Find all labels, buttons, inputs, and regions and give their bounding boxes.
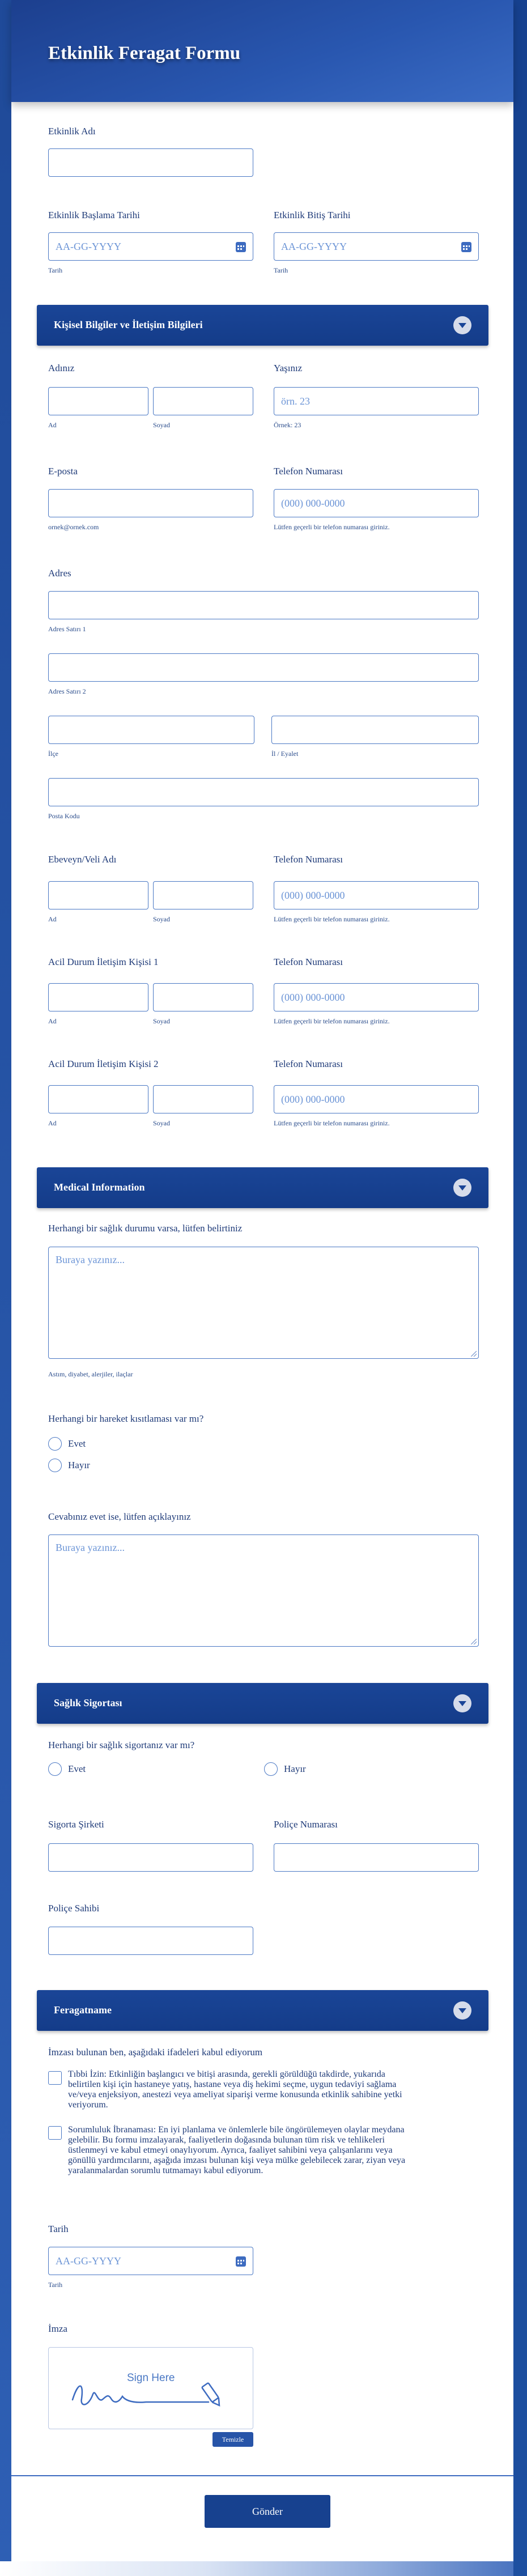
policy-holder-label: Poliçe Sahibi: [48, 1903, 100, 1914]
last-name-input[interactable]: [153, 387, 253, 415]
emergency2-last-input[interactable]: [153, 1085, 253, 1113]
phone-label: Telefon Numarası: [274, 466, 343, 477]
insurance-yes-radio[interactable]: [48, 1762, 62, 1776]
guardian-last-sub: Soyad: [153, 915, 170, 923]
liability-release-line: Sorumluluk İbranaması: En iyi planlama ve önlemlerle bile öngörülemeyen olaylar meydana: [68, 2125, 405, 2135]
waiver-date-sub: Tarih: [48, 2281, 63, 2289]
event-start-placeholder: AA-GG-YYYY: [56, 240, 121, 252]
province-input[interactable]: [271, 716, 479, 744]
last-name-sub: Soyad: [153, 421, 170, 429]
explain-placeholder: Buraya yazınız...: [56, 1542, 125, 1553]
medical-consent-text[interactable]: [68, 2069, 479, 2110]
medical-consent-line: Tıbbi İzin: Etkinliğin başlangıcı ve bitişi arasında, gerekli görüldüğü takdirde, yukarıda: [68, 2069, 385, 2079]
guardian-phone-placeholder: (000) 000-0000: [281, 889, 345, 901]
event-end-date-input[interactable]: [274, 232, 479, 261]
mobility-no-label[interactable]: Hayır: [68, 1460, 90, 1470]
email-sub: ornek@ornek.com: [48, 523, 99, 531]
insurance-has-label: Herhangi bir sağlık sigortanız var mı?: [48, 1740, 195, 1750]
section-waiver-title: Feragatname: [54, 2004, 112, 2016]
section-medical-title: Medical Information: [54, 1181, 145, 1193]
emergency1-phone-sub: Lütfen geçerli bir telefon numarası giriniz.: [274, 1017, 390, 1025]
calendar-icon[interactable]: [236, 2256, 246, 2267]
footer-gradient: [0, 2561, 513, 2576]
emergency2-phone-input[interactable]: [274, 1085, 479, 1113]
district-input[interactable]: [48, 716, 254, 744]
calendar-icon[interactable]: [236, 242, 246, 252]
section-insurance-title: Sağlık Sigortası: [54, 1697, 122, 1708]
resize-handle-icon[interactable]: [471, 1639, 477, 1644]
emergency2-first-sub: Ad: [48, 1119, 57, 1127]
chevron-down-icon[interactable]: [453, 2001, 471, 2020]
medical-consent-line: belirtilen kişi için hastaneye yatış, hastane veya diş hekimi seçme, uygun tedaviyi sağlama: [68, 2080, 397, 2089]
age-label: Yaşınız: [274, 363, 303, 373]
event-name-label: Etkinlik Adı: [48, 126, 96, 137]
medical-consent-checkbox[interactable]: [48, 2071, 62, 2085]
liability-release-checkbox[interactable]: [48, 2126, 62, 2140]
submit-button[interactable]: Gönder: [205, 2495, 330, 2528]
event-start-label: Etkinlik Başlama Tarihi: [48, 210, 140, 220]
explain-label: Cevabınız evet ise, lütfen açıklayınız: [48, 1511, 191, 1522]
emergency1-phone-label: Telefon Numarası: [274, 957, 343, 967]
section-medical-info[interactable]: [37, 1167, 488, 1208]
medical-consent-line: ve/veya enjeksiyon, anestezi veya ameliyat siparişi verme konusunda etkinlik sahibine yetki: [68, 2090, 402, 2099]
first-name-sub: Ad: [48, 421, 57, 429]
liability-release-text[interactable]: [68, 2125, 479, 2176]
age-input[interactable]: [274, 387, 479, 415]
district-sub: İlçe: [48, 750, 58, 758]
section-insurance[interactable]: [37, 1683, 488, 1724]
insurance-company-input[interactable]: [48, 1843, 253, 1872]
insurance-no-radio[interactable]: [264, 1762, 278, 1776]
address-line1-sub: Adres Satırı 1: [48, 625, 86, 633]
waiver-form: [11, 0, 513, 2576]
condition-textarea[interactable]: [48, 1247, 479, 1359]
guardian-phone-sub: Lütfen geçerli bir telefon numarası giriniz.: [274, 915, 390, 923]
name-label: Adınız: [48, 363, 75, 373]
postal-code-input[interactable]: [48, 778, 479, 806]
waiver-date-placeholder: AA-GG-YYYY: [56, 2255, 121, 2267]
event-end-placeholder: AA-GG-YYYY: [281, 240, 347, 252]
liability-release-line: yaralanmalardan sorumlu tutmamayı kabul ediyorum.: [68, 2166, 264, 2175]
emergency1-phone-placeholder: (000) 000-0000: [281, 991, 345, 1003]
insurance-no-label[interactable]: Hayır: [284, 1763, 306, 1774]
mobility-label: Herhangi bir hareket kısıtlaması var mı?: [48, 1413, 204, 1424]
emergency2-label: Acil Durum İletişim Kişisi 2: [48, 1059, 159, 1069]
emergency1-label: Acil Durum İletişim Kişisi 1: [48, 957, 159, 967]
insurance-company-label: Sigorta Şirketi: [48, 1819, 104, 1830]
form-header: [11, 0, 513, 102]
event-end-sub: Tarih: [274, 266, 288, 274]
policy-number-input[interactable]: [274, 1843, 479, 1872]
medical-consent-line: veriyorum.: [68, 2100, 108, 2110]
event-end-label: Etkinlik Bitiş Tarihi: [274, 210, 351, 220]
footer-divider: [11, 2475, 513, 2476]
emergency1-first-input[interactable]: [48, 983, 148, 1011]
province-sub: İl / Eyalet: [271, 750, 299, 758]
waiver-date-input[interactable]: [48, 2247, 253, 2275]
section-waiver[interactable]: [37, 1990, 488, 2031]
signature-label: İmza: [48, 2323, 67, 2334]
emergency1-phone-input[interactable]: [274, 983, 479, 1011]
emergency2-phone-label: Telefon Numarası: [274, 1059, 343, 1069]
event-start-sub: Tarih: [48, 266, 63, 274]
phone-sub: Lütfen geçerli bir telefon numarası giriniz.: [274, 523, 390, 531]
signature-scribble-icon: [49, 2348, 254, 2430]
phone-placeholder: (000) 000-0000: [281, 497, 345, 509]
phone-input[interactable]: [274, 489, 479, 517]
emergency2-last-sub: Soyad: [153, 1119, 170, 1127]
emergency2-first-input[interactable]: [48, 1085, 148, 1113]
insurance-yes-label[interactable]: Evet: [68, 1763, 86, 1774]
guardian-first-input[interactable]: [48, 881, 148, 909]
form-title: Etkinlik Feragat Formu: [48, 43, 241, 63]
policy-holder-input[interactable]: [48, 1927, 253, 1955]
guardian-phone-label: Telefon Numarası: [274, 854, 343, 865]
mobility-no-radio[interactable]: [48, 1459, 62, 1472]
first-name-input[interactable]: [48, 387, 148, 415]
calendar-icon[interactable]: [461, 242, 471, 252]
waiver-intro: İmzası bulunan ben, aşağıdaki ifadeleri kabul ediyorum: [48, 2047, 263, 2058]
emergency1-first-sub: Ad: [48, 1017, 57, 1025]
page-background-right: [513, 0, 527, 2576]
guardian-last-input[interactable]: [153, 881, 253, 909]
page-background-left: [0, 0, 11, 2576]
address-line2-sub: Adres Satırı 2: [48, 687, 86, 695]
condition-sub: Astım, diyabet, alerjiler, ilaçlar: [48, 1370, 133, 1378]
liability-release-line: üstlenmeyi ve kabul etmeyi onaylıyorum. Ayrıca, faaliyet sahibini veya çalışanlarını veya: [68, 2145, 393, 2155]
condition-placeholder: Buraya yazınız...: [56, 1254, 125, 1265]
address-label: Adres: [48, 568, 71, 579]
liability-release-line: gönüllü yardımcılarını, aşağıda imzası bulunan kişi veya mülke gelebilecek zarar, ziyan veya: [68, 2156, 406, 2165]
emergency1-last-sub: Soyad: [153, 1017, 170, 1025]
emergency2-phone-placeholder: (000) 000-0000: [281, 1093, 345, 1105]
postal-code-sub: Posta Kodu: [48, 812, 80, 820]
policy-number-label: Poliçe Numarası: [274, 1819, 338, 1830]
section-personal-title: Kişisel Bilgiler ve İletişim Bilgileri: [54, 319, 203, 330]
chevron-down-icon[interactable]: [453, 1694, 471, 1712]
emergency2-phone-sub: Lütfen geçerli bir telefon numarası giriniz.: [274, 1119, 390, 1127]
guardian-label: Ebeveyn/Veli Adı: [48, 854, 117, 865]
guardian-first-sub: Ad: [48, 915, 57, 923]
condition-label: Herhangi bir sağlık durumu varsa, lütfen belirtiniz: [48, 1223, 243, 1234]
address-line2-input[interactable]: [48, 653, 479, 682]
age-placeholder: örn. 23: [281, 395, 310, 407]
event-name-input[interactable]: [48, 148, 253, 177]
clear-signature-button[interactable]: Temizle: [212, 2432, 253, 2447]
resize-handle-icon[interactable]: [471, 1351, 477, 1357]
waiver-date-label: Tarih: [48, 2224, 69, 2234]
liability-release-line: gelebilir. Bu formu imzalayarak, faaliyetlerin doğasında bulunan tüm risk ve tehlikeleri: [68, 2135, 385, 2145]
event-start-date-input[interactable]: [48, 232, 253, 261]
email-field[interactable]: [48, 489, 253, 517]
section-personal-info[interactable]: [37, 305, 488, 346]
explain-textarea[interactable]: [48, 1534, 479, 1647]
chevron-down-icon[interactable]: [453, 316, 471, 334]
mobility-yes-label[interactable]: Evet: [68, 1438, 86, 1449]
emergency1-last-input[interactable]: [153, 983, 253, 1011]
signature-hint: Sign Here: [127, 2372, 175, 2384]
chevron-down-icon[interactable]: [453, 1179, 471, 1197]
email-label: E-posta: [48, 466, 78, 477]
address-line1-input[interactable]: [48, 591, 479, 619]
age-sub: Örnek: 23: [274, 421, 301, 429]
guardian-phone-input[interactable]: [274, 881, 479, 909]
signature-pad[interactable]: [48, 2347, 253, 2429]
mobility-yes-radio[interactable]: [48, 1437, 62, 1451]
